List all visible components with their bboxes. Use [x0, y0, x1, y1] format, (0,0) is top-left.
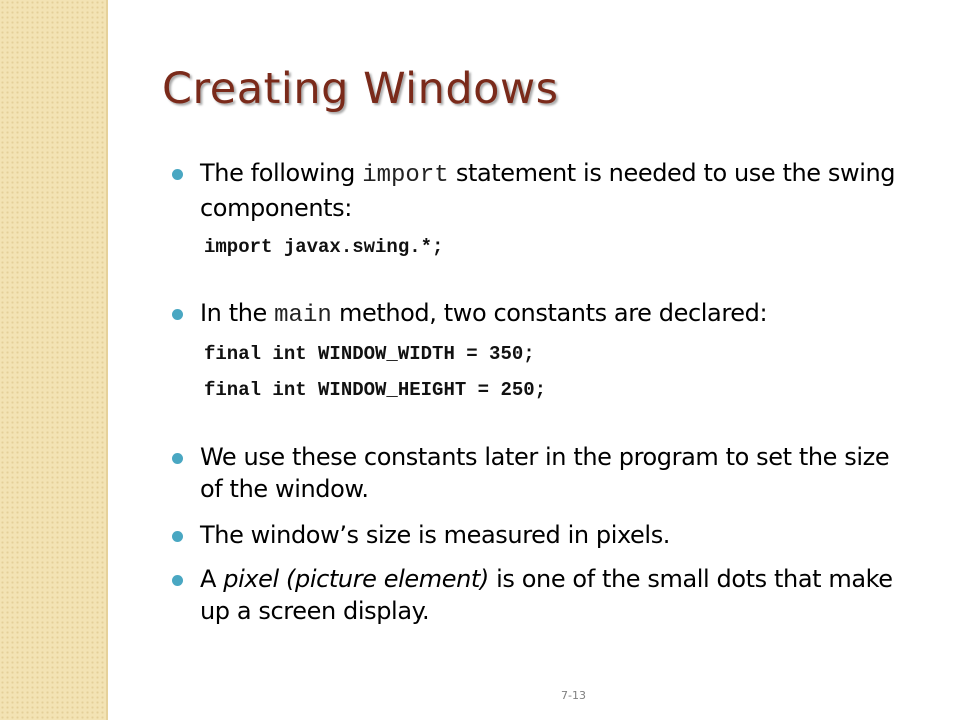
bullet-pixel-definition	[172, 563, 907, 627]
bullet-text: method, two constants are declared:	[331, 299, 768, 327]
bullet-text: The following	[200, 159, 363, 187]
inline-code: main	[274, 302, 332, 329]
bullet-import-statement	[172, 157, 907, 224]
emphasized-term: pixel (picture element)	[223, 565, 489, 593]
bullet-text: The window’s size is measured in pixels.	[200, 521, 671, 549]
bullet-text: We use these constants later in the program to set the size of the window.	[200, 443, 890, 503]
code-line-width: final int WINDOW_WIDTH = 350;	[204, 343, 535, 365]
bullet-main-method	[172, 297, 907, 332]
decorative-side-band	[0, 0, 106, 720]
bullet-text: In the	[200, 299, 275, 327]
inline-code: import	[362, 162, 449, 189]
slide-title: Creating Windows	[162, 64, 559, 114]
slide-number: 7-13	[561, 689, 586, 702]
code-line-height: final int WINDOW_HEIGHT = 250;	[204, 379, 547, 401]
bullet-text: is one of the small dots that make up a screen display.	[200, 565, 893, 625]
code-line-import: import javax.swing.*;	[204, 236, 444, 258]
side-band-edge	[106, 0, 108, 720]
bullet-text: statement is needed to use the swing components:	[200, 159, 896, 222]
bullet-text: A	[200, 565, 224, 593]
bullet-constants-usage	[172, 441, 907, 505]
bullet-window-size	[172, 519, 907, 551]
